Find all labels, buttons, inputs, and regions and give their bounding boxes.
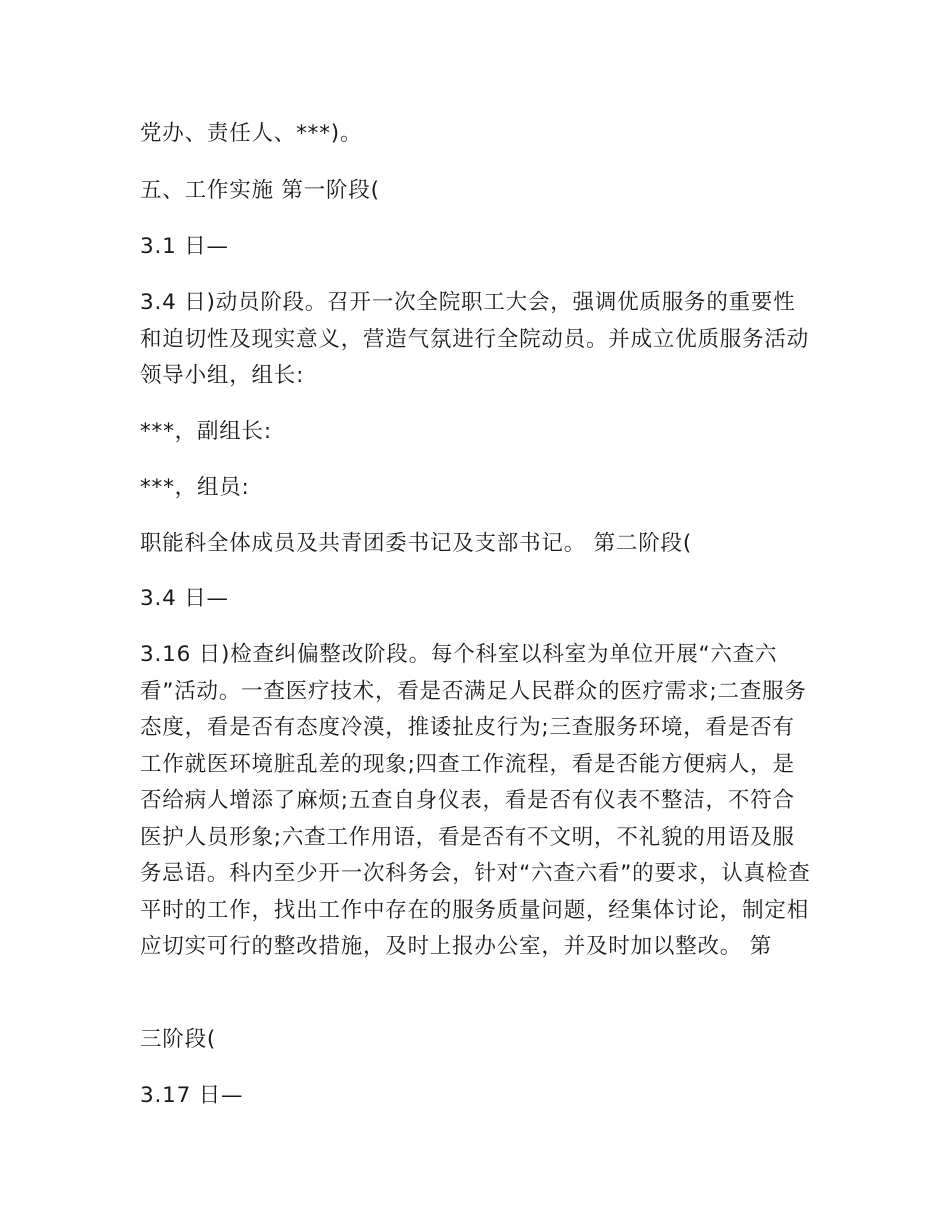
paragraph-phase-one-start-date: 3.1 日— [140,234,229,259]
paragraph-mobilization-phase: 3.4 日)动员阶段。召开一次全院职工大会，强调优质服务的重要性和迫切性及现实意义，营造气氛进行全院动员。并成立优质服务活动领导小组，组长: [140,290,810,388]
paragraph-phase-three-start-date: 3.17 日— [140,1083,244,1108]
paragraph-phase-three-heading: 三阶段( [140,1027,217,1052]
paragraph-members: ***，组员: [140,475,250,500]
paragraph-section-five-heading: 五、工作实施 第一阶段( [140,178,380,203]
paragraph-deputy-leader: ***，副组长: [140,419,272,444]
paragraph-responsible: 党办、责任人、***)。 [140,121,363,146]
paragraph-members-detail: 职能科全体成员及共青团委书记及支部书记。 第二阶段( [140,531,693,556]
paragraph-phase-two-start-date: 3.4 日— [140,586,229,611]
paragraph-inspection-phase: 3.16 日)检查纠偏整改阶段。每个科室以科室为单位开展“六查六看”活动。一查医疗技术，看是否满足人民群众的医疗需求;二查服务态度，看是否有态度冷漠，推诿扯皮行为;三查服务环境，看是否有工作就医环境脏乱差的现象;四查工作流程，看是否能方便病人，是否给病人增添了麻烦;五查自身仪表，看是否有仪表不整洁，不符合医护人员形象;六查工作用语，看是否有不文明，不礼貌的用语及服务忌语。科内至少开一次科务会，针对“六查六看”的要求，认真检查平时的工作，找出工作中存在的服务质量问题，经集体讨论，制定相应切实可行的整改措施，及时上报办公室，并及时加以整改。 第 [140,642,811,959]
